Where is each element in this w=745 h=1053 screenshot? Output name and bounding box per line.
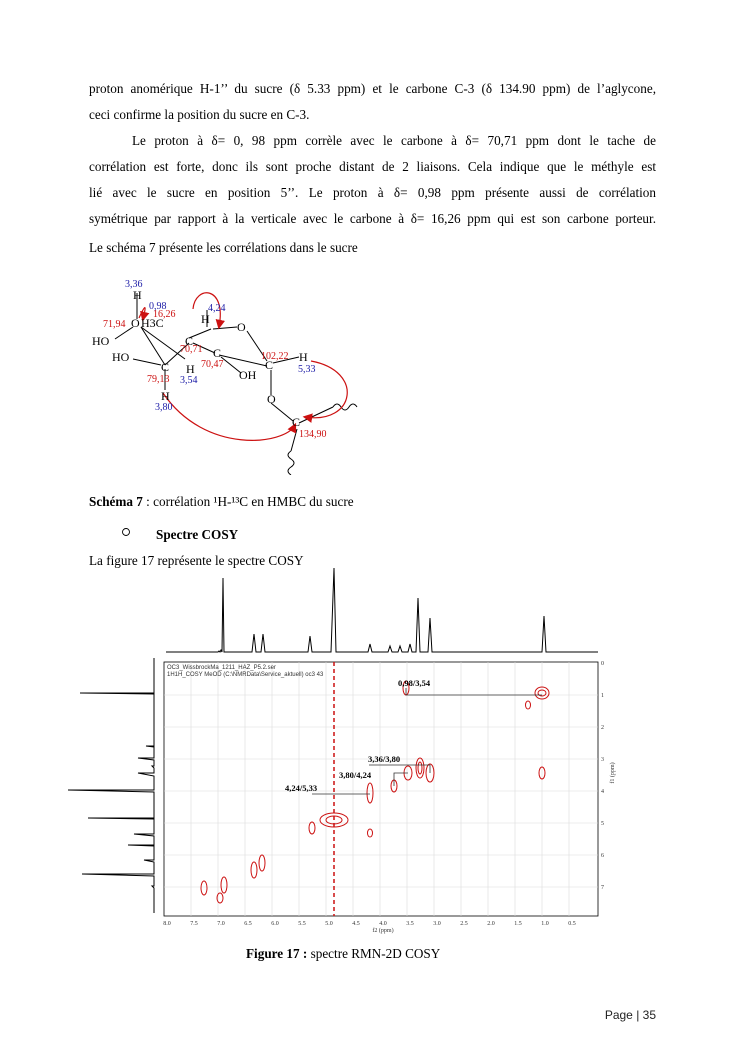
sugar-hmbc-scheme xyxy=(85,275,375,475)
y-tick: 7 xyxy=(601,885,604,891)
y-tick: 5 xyxy=(601,821,604,827)
page-number: Page | 35 xyxy=(604,1008,656,1022)
shift-h: 3,36 xyxy=(125,279,143,290)
atom-h: H xyxy=(161,389,170,403)
figure-caption-text: spectre RMN-2D COSY xyxy=(307,946,441,961)
text-line: Le proton à δ= 0, 98 ppm corrèle avec le carbone à δ= 70,71 ppm dont le tache de xyxy=(132,133,656,148)
atom-ho: HO xyxy=(92,334,110,348)
atom-h: H xyxy=(133,288,142,302)
schema-intro: Le schéma 7 présente les corrélations dans le sucre xyxy=(89,240,358,255)
shift-c: 70,47 xyxy=(201,359,224,370)
y-axis-label: f1 (ppm) xyxy=(610,762,616,784)
text-line: corrélation est forte, donc ils sont proche distant de 2 liaisons. Cela indique que le méthyle est xyxy=(89,159,656,174)
x-tick: 0.5 xyxy=(568,921,576,927)
x-tick: 4.0 xyxy=(379,921,387,927)
schema-caption-label: Schéma 7 xyxy=(89,494,143,509)
cross-peak-label: 3,36/3,80 xyxy=(368,754,401,764)
cross-peak-label: 3,80/4,24 xyxy=(339,770,372,780)
y-tick: 4 xyxy=(601,789,604,795)
shift-c: 79,13 xyxy=(147,374,170,385)
cross-peak-label: 4,24/5,33 xyxy=(285,783,318,793)
shift-h: 0,98 xyxy=(149,301,167,312)
schema-caption xyxy=(89,494,354,510)
atom-c: C xyxy=(292,415,301,429)
text-line: ceci confirme la position du sucre en C-3. xyxy=(89,107,310,122)
shift-c: 134,90 xyxy=(299,429,327,440)
x-tick: 5.0 xyxy=(325,921,333,927)
shift-c: 16,26 xyxy=(153,309,176,320)
text-line: lié avec le sucre en position 5’’. Le proton à δ= 0,98 ppm présente aussi de corrélation xyxy=(89,185,656,200)
x-tick: 2.5 xyxy=(460,921,468,927)
x-tick: 6.5 xyxy=(244,921,252,927)
x-tick: 2.0 xyxy=(487,921,495,927)
x-tick: 4.5 xyxy=(352,921,360,927)
spectrum-header: OC3_WissbrockMa_1211_HAZ_P5.2.ser xyxy=(167,665,276,671)
atom-ho: HO xyxy=(112,350,130,364)
x-tick: 8.0 xyxy=(163,921,171,927)
x-tick: 1.5 xyxy=(514,921,522,927)
shift-h: 4,24 xyxy=(208,303,226,314)
x-tick: 5.5 xyxy=(298,921,306,927)
x-tick: 3.5 xyxy=(406,921,414,927)
figure-intro: La figure 17 représente le spectre COSY xyxy=(89,553,304,568)
spectrum-header: 1H1H_COSY MeOD (C:\NMRData\Service_aktuell) oc3 43 xyxy=(167,672,324,678)
atom-h3c: H3C xyxy=(141,316,164,330)
shift-c: 70,71 xyxy=(180,344,203,355)
atom-h: H xyxy=(201,312,210,326)
y-tick: 6 xyxy=(601,853,604,859)
atom-c: C xyxy=(213,346,222,360)
paragraph-2 xyxy=(89,128,656,232)
atom-o: O xyxy=(237,320,246,334)
atom-oh: OH xyxy=(239,368,257,382)
atom-c: C xyxy=(265,358,274,372)
x-axis-label: f2 (ppm) xyxy=(372,928,394,934)
shift-c: 102,22 xyxy=(261,351,289,362)
atom-c: C xyxy=(185,334,194,348)
cosy-spectrum xyxy=(68,568,618,938)
shift-h: 3,80 xyxy=(155,402,173,413)
y-tick: 2 xyxy=(601,725,604,731)
atom-o: O xyxy=(131,316,140,330)
shift-h: 3,54 xyxy=(180,375,198,386)
x-tick: 7.0 xyxy=(217,921,225,927)
y-tick: 3 xyxy=(601,757,604,763)
figure-caption xyxy=(246,946,440,962)
atom-c: C xyxy=(161,360,170,374)
y-tick: 0 xyxy=(601,661,604,667)
bullet-icon xyxy=(121,527,131,537)
text-line: symétrique par rapport à la verticale avec le carbone à δ= 16,26 ppm qui est son carbone porteur. xyxy=(89,211,656,226)
x-tick: 1.0 xyxy=(541,921,549,927)
shift-h: 5,33 xyxy=(298,364,316,375)
figure-caption-label: Figure 17 : xyxy=(246,946,308,961)
schema-caption-text: : corrélation ¹H-¹³C en HMBC du sucre xyxy=(142,494,354,509)
x-tick: 3.0 xyxy=(433,921,441,927)
atom-h: H xyxy=(299,350,308,364)
cross-peak-label: 0,98/3,54 xyxy=(398,678,431,688)
x-tick: 7.5 xyxy=(190,921,198,927)
atom-o: O xyxy=(267,392,276,406)
shift-c: 71,94 xyxy=(103,319,126,330)
x-tick: 6.0 xyxy=(271,921,279,927)
paragraph-1 xyxy=(89,76,656,128)
y-tick: 1 xyxy=(601,693,604,699)
section-title: Spectre COSY xyxy=(156,527,239,542)
text-line: proton anomérique H-1’’ du sucre (δ 5.33 ppm) et le carbone C-3 (δ 134.90 ppm) de l’aglycone, xyxy=(89,81,656,96)
atom-h: H xyxy=(186,362,195,376)
